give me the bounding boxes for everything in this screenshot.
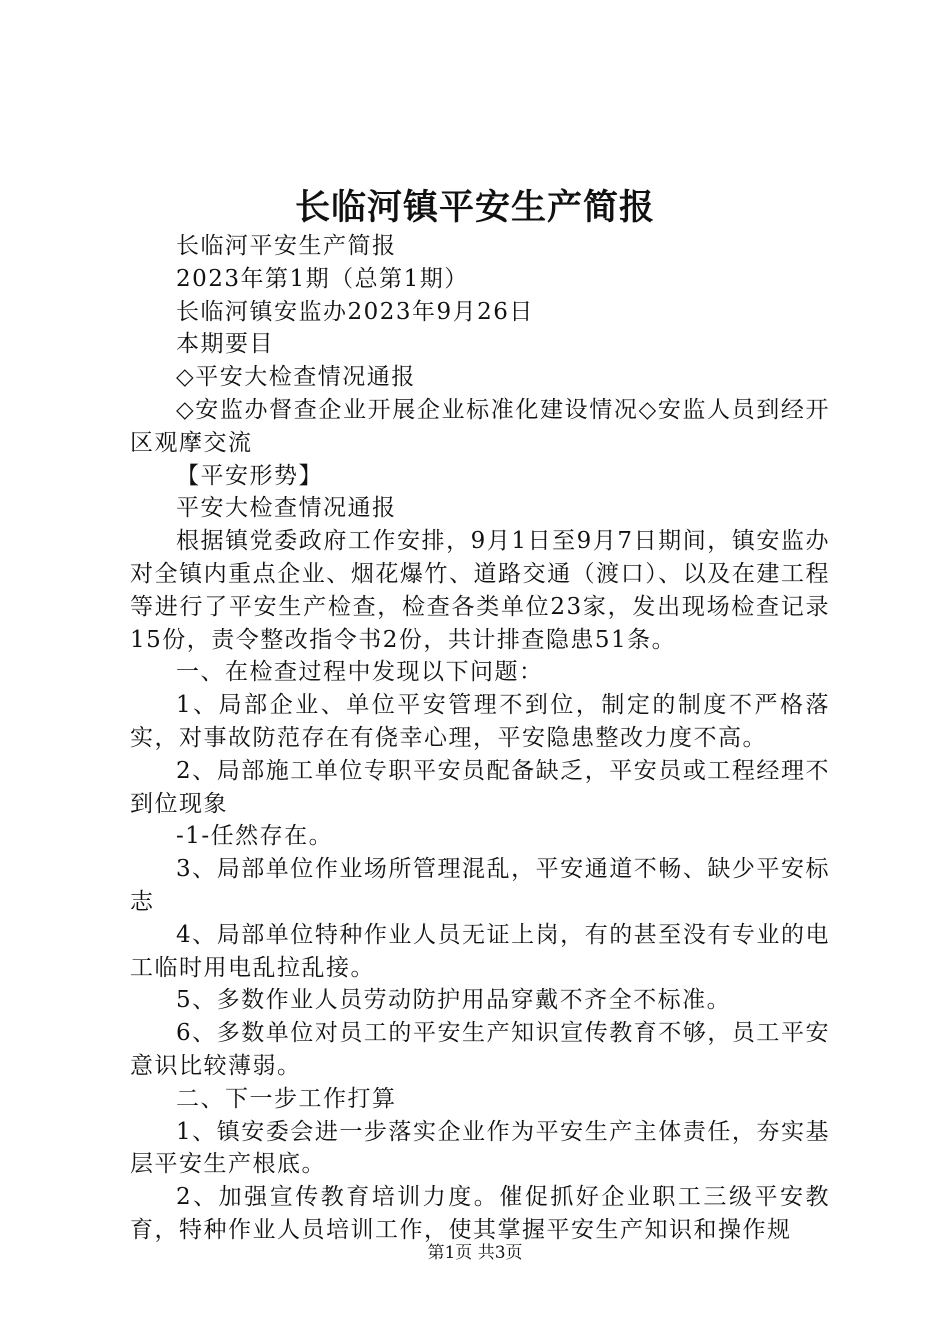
paragraph: 6、多数单位对员工的平安生产知识宣传教育不够，员工平安意识比较薄弱。: [130, 1020, 830, 1079]
document-title: 长临河镇平安生产简报: [294, 187, 655, 228]
paragraph: 长临河平安生产简报: [176, 233, 397, 259]
paragraph: 2、局部施工单位专职平安员配备缺乏，平安员或工程经理不到位现象: [130, 757, 830, 817]
paragraph: 3、局部单位作业场所管理混乱，平安通道不畅、缺少平安标志: [130, 856, 830, 915]
document-body: [130, 230, 830, 1247]
paragraph: 2023年第1期（总第1期）: [176, 265, 469, 292]
paragraph: 本期要目: [176, 331, 274, 358]
paragraph: 2、加强宣传教育培训力度。催促抓好企业职工三级平安教育，特种作业人员培训工作，使其掌握平安生产知识和操作规: [130, 1184, 830, 1243]
paragraph: 【平安形势】: [176, 462, 323, 489]
paragraph: ◇平安大检查情况通报: [176, 364, 416, 391]
paragraph: 二、下一步工作打算: [176, 1085, 397, 1112]
paragraph: ◇安监办督查企业开展企业标准化建设情况◇安监人员到经开区观摩交流: [130, 396, 830, 456]
paragraph: 平安大检查情况通报: [176, 495, 397, 522]
paragraph: 1、局部企业、单位平安管理不到位，制定的制度不严格落实，对事故防范存在有侥幸心理，平安隐患整改力度不高。: [130, 692, 830, 751]
paragraph: -1-任然存在。: [176, 823, 334, 850]
paragraph: 根据镇党委政府工作安排，9月1日至9月7日期间，镇安监办对全镇内重点企业、烟花爆竹、道路交通（渡口）、以及在建工程等进行了平安生产检查，检查各类单位23家，发出现场检查记录15份，责令整改指令书2份，共计排查隐患51条。: [130, 528, 830, 653]
paragraph: 一、在检查过程中发现以下问题：: [176, 659, 544, 686]
paragraph: 5、多数作业人员劳动防护用品穿戴不齐全不标准。: [176, 987, 732, 1014]
paragraph: 长临河镇安监办2023年9月26日: [176, 298, 534, 325]
paragraph: 4、局部单位特种作业人员无证上岗，有的甚至没有专业的电工临时用电乱拉乱接。: [130, 921, 830, 981]
page-footer: 第1页 共3页: [427, 1243, 523, 1263]
paragraph: 1、镇安委会进一步落实企业作为平安生产主体责任，夯实基层平安生产根底。: [130, 1118, 830, 1178]
